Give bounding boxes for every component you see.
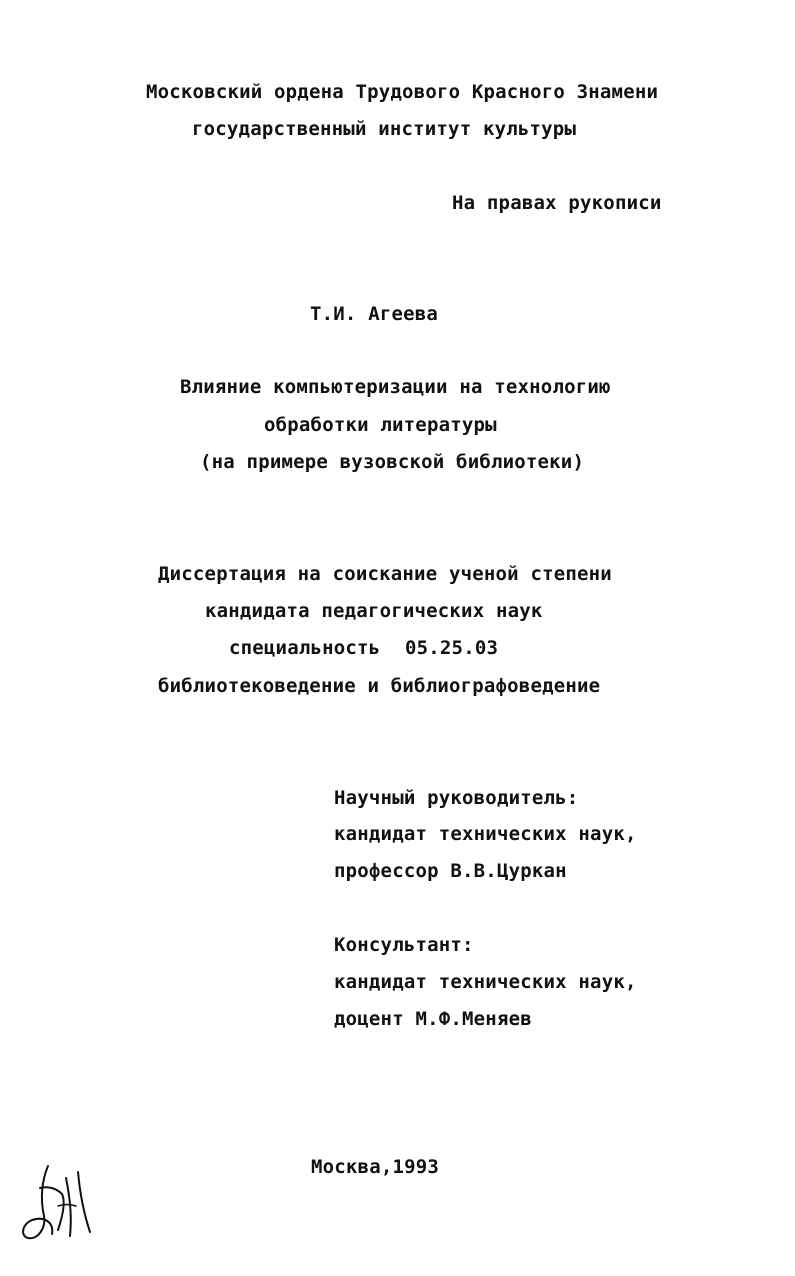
- degree-line-1: Диссертация на соискание ученой степени: [158, 563, 612, 585]
- author-name: Т.И. Агеева: [310, 303, 439, 325]
- dissertation-title-line-3: (на примере вузовской библиотеки): [200, 451, 585, 473]
- place-year: Москва,1993: [311, 1156, 440, 1178]
- supervisor-degree: кандидат технических наук,: [334, 823, 637, 845]
- supervisor-label: Научный руководитель:: [334, 787, 579, 809]
- consultant-label: Консультант:: [334, 934, 474, 956]
- supervisor-name: профессор В.В.Цуркан: [334, 860, 567, 882]
- institution-line-1: Московский ордена Трудового Красного Знамени: [146, 81, 659, 103]
- manuscript-note: На правах рукописи: [452, 192, 662, 214]
- specialty-label: специальность: [229, 637, 381, 659]
- handwritten-signature: [18, 1158, 98, 1250]
- degree-line-2: кандидата педагогических наук: [205, 600, 543, 622]
- institution-line-2: государственный институт культуры: [192, 118, 577, 140]
- degree-line-4: библиотековедение и библиографоведение: [158, 675, 601, 697]
- dissertation-title-line-1: Влияние компьютеризации на технологию: [180, 376, 611, 398]
- consultant-name: доцент М.Ф.Меняев: [334, 1008, 532, 1030]
- specialty-code: 05.25.03: [405, 637, 499, 659]
- consultant-degree: кандидат технических наук,: [334, 971, 637, 993]
- dissertation-title-line-2: обработки литературы: [264, 414, 497, 436]
